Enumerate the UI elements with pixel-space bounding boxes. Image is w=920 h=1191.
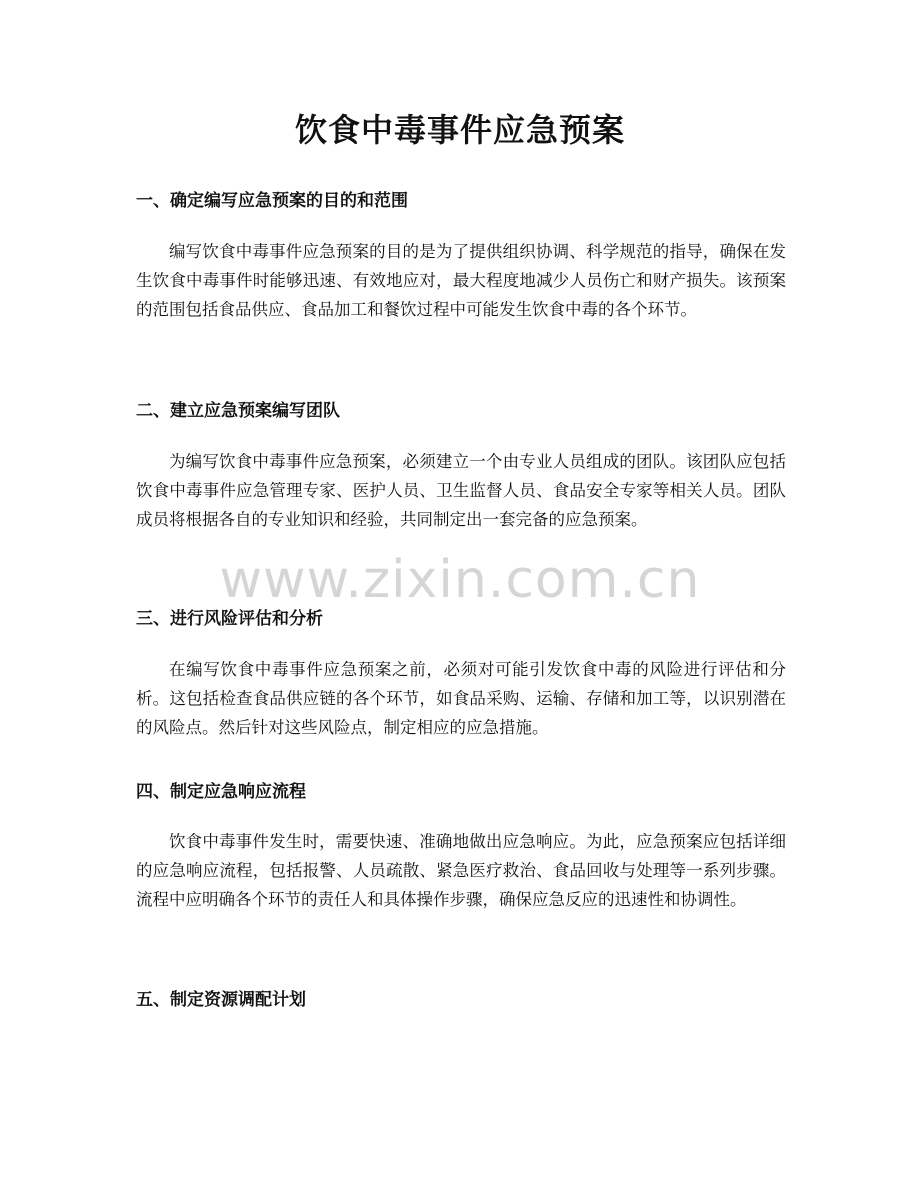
section-paragraph-4: 饮食中毒事件发生时，需要快速、准确地做出应急响应。为此，应急预案应包括详细的应急响应流程，包括报警、人员疏散、紧急医疗救治、食品回收与处理等一系列步骤。流程中应明确各个环节的责任人和具体操作步骤，确保应急反应的迅速性和协调性。 xyxy=(136,832,786,909)
section-heading-4: 四、制定应急响应流程 xyxy=(136,782,306,802)
watermark-text: www.zixin.com.cn xyxy=(219,550,701,610)
section-heading-5: 五、制定资源调配计划 xyxy=(136,990,306,1010)
section-paragraph-1: 编写饮食中毒事件应急预案的目的是为了提供组织协调、科学规范的指导，确保在发生饮食中毒事件时能够迅速、有效地应对，最大程度地减少人员伤亡和财产损失。该预案的范围包括食品供应、食品加工和餐饮过程中可能发生饮食中毒的各个环节。 xyxy=(136,242,786,319)
document-title: 饮食中毒事件应急预案 xyxy=(294,111,625,149)
section-heading-3: 三、进行风险评估和分析 xyxy=(136,609,323,629)
section-paragraph-2: 为编写饮食中毒事件应急预案，必须建立一个由专业人员组成的团队。该团队应包括饮食中毒事件应急管理专家、医护人员、卫生监督人员、食品安全专家等相关人员。团队成员将根据各自的专业知识和经验，共同制定出一套完备的应急预案。 xyxy=(136,452,786,529)
section-paragraph-3: 在编写饮食中毒事件应急预案之前，必须对可能引发饮食中毒的风险进行评估和分析。这包括检查食品供应链的各个环节，如食品采购、运输、存储和加工等，以识别潜在的风险点。然后针对这些风险点，制定相应的应急措施。 xyxy=(136,660,786,737)
section-heading-2: 二、建立应急预案编写团队 xyxy=(136,401,340,421)
section-heading-1: 一、确定编写应急预案的目的和范围 xyxy=(136,191,408,211)
